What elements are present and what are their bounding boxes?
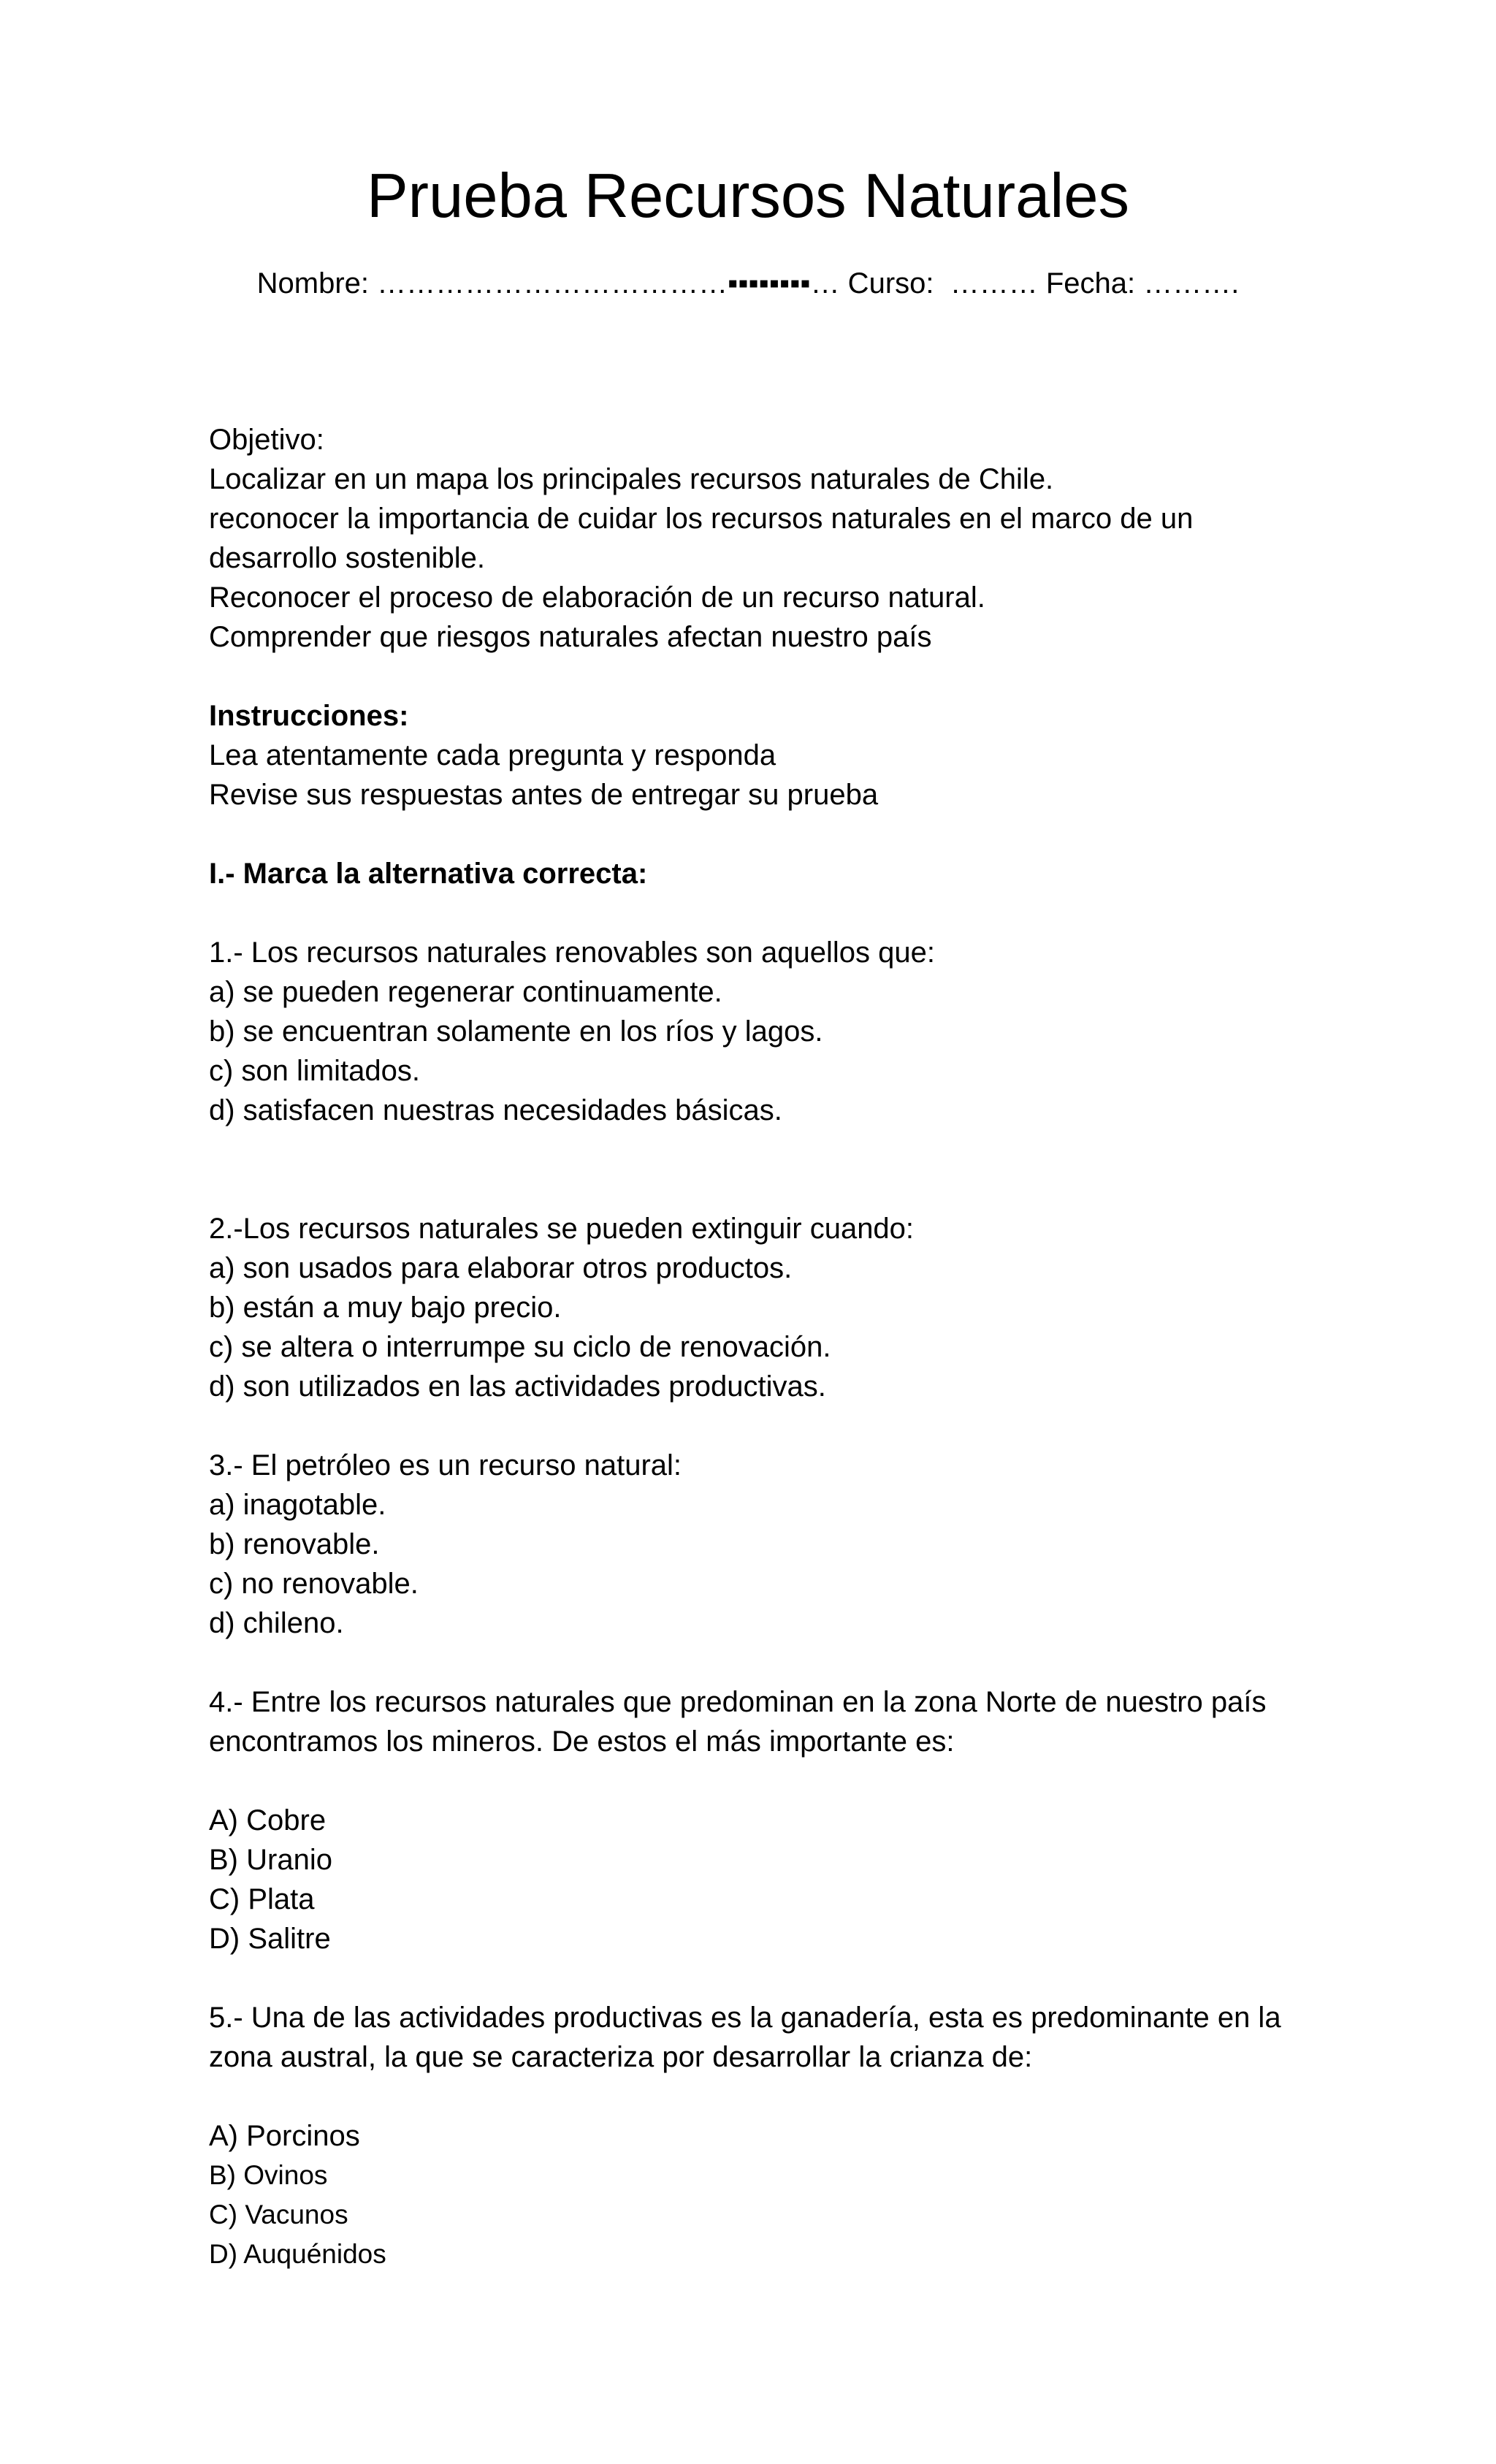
answer-option: c) son limitados. (209, 1055, 420, 1087)
objetivo-line: desarrollo sostenible. (209, 542, 485, 574)
answer-option: c) no renovable. (209, 1568, 419, 1600)
question-stem: 4.- Entre los recursos naturales que predominan en la zona Norte de nuestro país (209, 1686, 1267, 1718)
exam-body (209, 420, 1319, 2274)
question-4 (209, 1682, 1319, 1958)
question-stem: 1.- Los recursos naturales renovables son aquellos que: (209, 937, 935, 969)
answer-option: a) son usados para elaborar otros productos. (209, 1252, 793, 1284)
student-info-line: Nombre: ………………………………▪▪▪▪▪▪▪▪… Curso: ……… Fecha: ………. (256, 267, 1240, 300)
objetivo-heading: Objetivo: (209, 424, 324, 456)
answer-option: d) son utilizados en las actividades productivas. (209, 1370, 826, 1403)
answer-option: C) Vacunos (209, 2200, 348, 2230)
question-3 (209, 1446, 1319, 1643)
answer-option: d) chileno. (209, 1607, 344, 1639)
answer-option: D) Salitre (209, 1923, 331, 1955)
question-stem: 2.-Los recursos naturales se pueden extinguir cuando: (209, 1213, 915, 1245)
question-5 (209, 1998, 1319, 2274)
answer-option: D) Auquénidos (209, 2239, 386, 2269)
instrucciones-heading: Instrucciones: (209, 700, 409, 732)
objetivo-line: Localizar en un mapa los principales recursos naturales de Chile. (209, 463, 1054, 495)
answer-option: B) Uranio (209, 1844, 332, 1876)
instrucciones-line: Revise sus respuestas antes de entregar su prueba (209, 779, 879, 811)
answer-option: a) inagotable. (209, 1489, 386, 1521)
question-1 (209, 933, 1319, 1130)
answer-option: b) están a muy bajo precio. (209, 1292, 562, 1324)
question-stem: zona austral, la que se caracteriza por desarrollar la crianza de: (209, 2041, 1033, 2073)
answer-option: b) renovable. (209, 1528, 380, 1560)
question-2 (209, 1209, 1319, 1406)
answer-option: b) se encuentran solamente en los ríos y lagos. (209, 1015, 823, 1048)
answer-option: A) Porcinos (209, 2120, 360, 2152)
answer-option: a) se pueden regenerar continuamente. (209, 976, 722, 1008)
question-stem: encontramos los mineros. De estos el más importante es: (209, 1725, 955, 1758)
question-stem: 3.- El petróleo es un recurso natural: (209, 1449, 682, 1481)
objetivo-section (209, 420, 1319, 657)
objetivo-line: Reconocer el proceso de elaboración de un recurso natural. (209, 581, 985, 614)
question-stem: 5.- Una de las actividades productivas es la ganadería, esta es predominante en la (209, 2002, 1281, 2034)
section-heading: I.- Marca la alternativa correcta: (209, 858, 648, 890)
answer-option: d) satisfacen nuestras necesidades básicas. (209, 1094, 782, 1126)
instrucciones-line: Lea atentamente cada pregunta y responda (209, 739, 776, 771)
answer-option: B) Ovinos (209, 2160, 328, 2190)
objetivo-line: reconocer la importancia de cuidar los recursos naturales en el marco de un (209, 503, 1194, 535)
page-title: Prueba Recursos Naturales (366, 161, 1130, 231)
answer-option: A) Cobre (209, 1804, 327, 1836)
objetivo-line: Comprender que riesgos naturales afectan nuestro país (209, 621, 932, 653)
answer-option: c) se altera o interrumpe su ciclo de renovación. (209, 1331, 831, 1363)
answer-option: C) Plata (209, 1883, 315, 1915)
instrucciones-section (209, 696, 1319, 815)
